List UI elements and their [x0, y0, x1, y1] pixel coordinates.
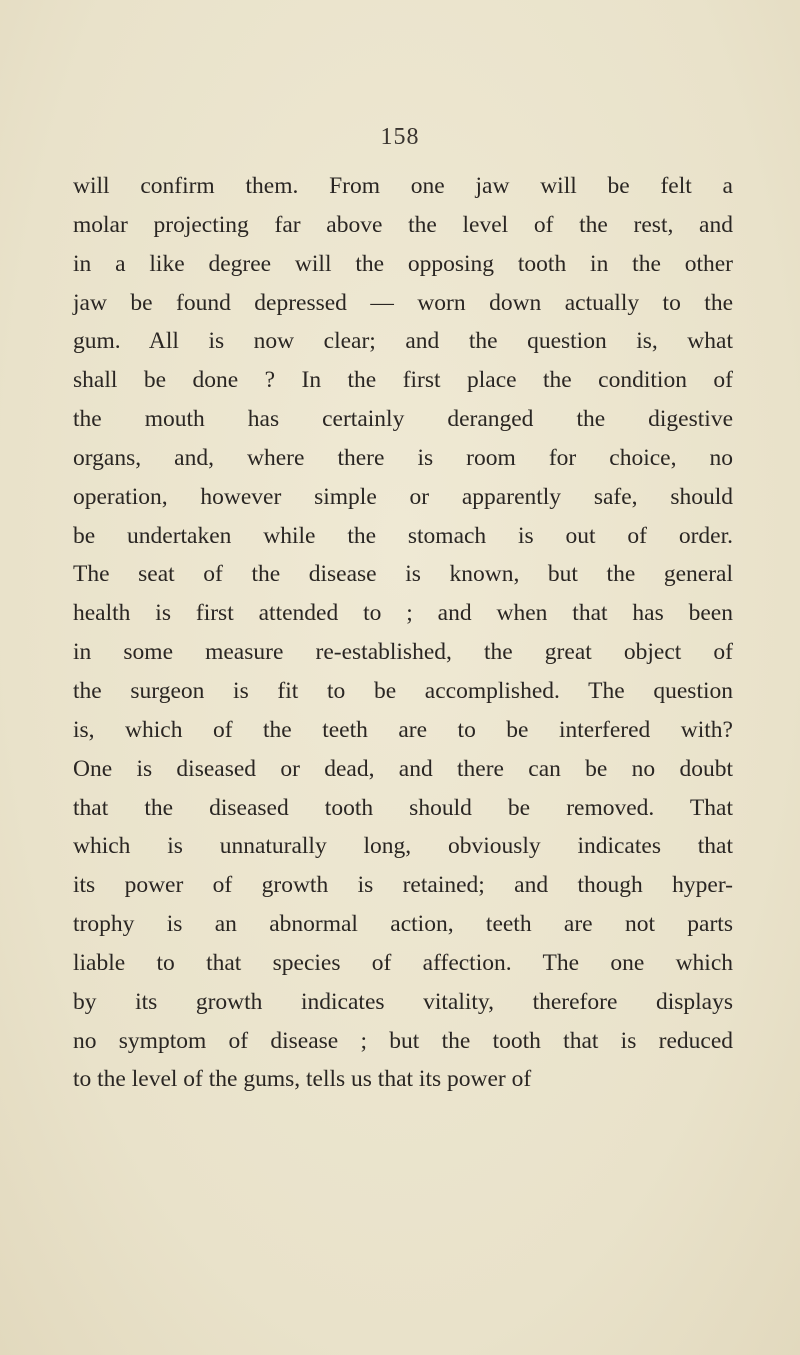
text-line: One is diseased or dead, and there can be no doubt — [73, 755, 733, 782]
page-number: 158 — [380, 124, 420, 150]
text-line: is, which of the teeth are to be interfered with? — [73, 716, 733, 743]
text-line: gum. All is now clear; and the question is, what — [73, 328, 733, 355]
text-line: be undertaken while the stomach is out of order. — [73, 522, 733, 549]
text-line: shall be done ? In the first place the condition of — [73, 367, 733, 394]
text-line: no symptom of disease ; but the tooth that is reduced — [73, 1027, 733, 1054]
text-line: will confirm them. From one jaw will be felt a — [73, 173, 733, 199]
text-line: health is first attended to ; and when that has been — [73, 600, 733, 627]
text-line: the surgeon is fit to be accomplished. The question — [73, 677, 733, 704]
text-line: its power of growth is retained; and though hyper- — [73, 872, 733, 899]
text-line: organs, and, where there is room for choice, no — [73, 444, 733, 471]
text-line: liable to that species of affection. The one which — [73, 949, 733, 976]
text-line: to the level of the gums, tells us that its power of — [73, 1066, 532, 1093]
text-line: the mouth has certainly deranged the digestive — [73, 406, 733, 433]
text-line: The seat of the disease is known, but the general — [73, 561, 733, 588]
text-line: that the diseased tooth should be removed. That — [73, 794, 733, 821]
text-line: in some measure re-established, the great object of — [73, 639, 733, 666]
text-line: molar projecting far above the level of the rest, and — [73, 211, 733, 238]
text-line: operation, however simple or apparently safe, should — [73, 483, 733, 510]
text-line: trophy is an abnormal action, teeth are not parts — [73, 911, 733, 938]
text-line: by its growth indicates vitality, therefore displays — [73, 988, 733, 1015]
text-line: jaw be found depressed — worn down actually to the — [73, 289, 733, 316]
text-line: which is unnaturally long, obviously indicates that — [73, 833, 733, 860]
body-text — [73, 167, 733, 1099]
text-line: in a like degree will the opposing tooth in the other — [73, 250, 733, 277]
